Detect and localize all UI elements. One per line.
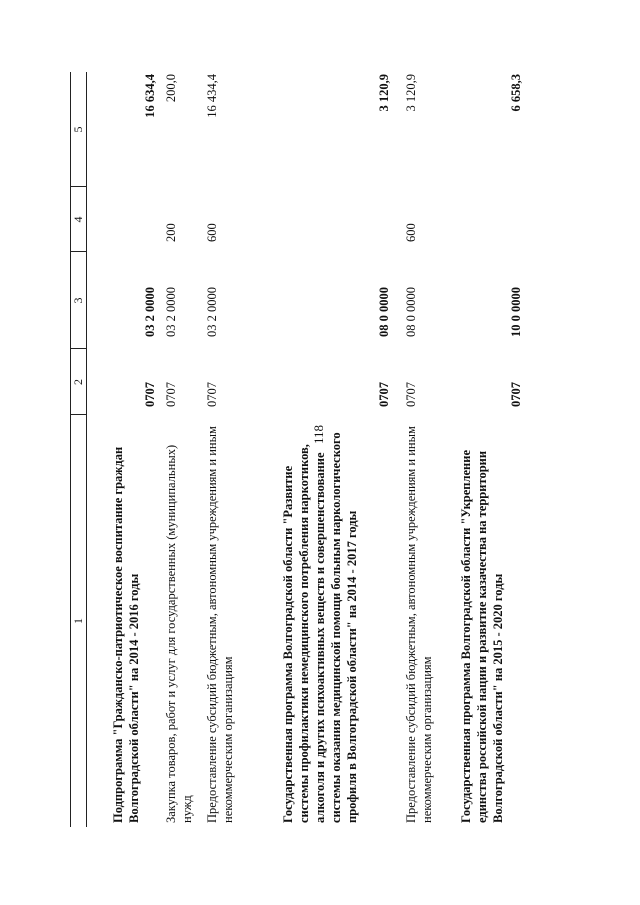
header-bottom-rule bbox=[86, 72, 87, 827]
row-amount: 6 658,3 bbox=[509, 74, 523, 112]
table-row bbox=[403, 72, 439, 827]
row-name: Подпрограмма "Гражданско-патриотическое воспитание граждан Волгоградской области" на 2014 - 2016 годы bbox=[111, 446, 141, 823]
row-section: 0707 bbox=[509, 382, 523, 407]
row-name: Предоставление субсидий бюджетным, автономным учреждениям и иным некоммерческим организациям bbox=[404, 426, 434, 823]
row-type: 600 bbox=[205, 223, 219, 242]
row-name: Предоставление субсидий бюджетным, автономным учреждениям и иным некоммерческим организациям bbox=[205, 426, 235, 823]
row-section: 0707 bbox=[205, 382, 219, 407]
row-amount: 16 634,4 bbox=[143, 74, 157, 118]
row-amount: 16 434,4 bbox=[205, 74, 219, 118]
column-number-1: 1 bbox=[71, 618, 85, 624]
column-number-2: 2 bbox=[71, 379, 85, 385]
row-type: 200 bbox=[164, 223, 178, 242]
row-name: Государственная программа Волгоградской области "Укрепление единства российской нации и развитие казачества на территории Волгоградской области" на 2015 - 2020 годы bbox=[459, 450, 505, 823]
column-number-3: 3 bbox=[71, 297, 85, 304]
row-target: 08 0 0000 bbox=[404, 287, 418, 337]
row-amount: 200,0 bbox=[164, 74, 178, 103]
table-row bbox=[458, 72, 523, 827]
row-section: 0707 bbox=[377, 382, 391, 407]
row-target: 03 2 0000 bbox=[205, 287, 219, 337]
row-target: 10 0 0000 bbox=[509, 287, 523, 337]
row-target: 03 2 0000 bbox=[143, 287, 157, 337]
page-number: 118 bbox=[311, 424, 326, 444]
row-target: 08 0 0000 bbox=[377, 287, 391, 337]
table-row bbox=[280, 72, 400, 827]
row-target: 03 2 0000 bbox=[164, 287, 178, 337]
row-name: Закупка товаров, работ и услуг для государственных (муниципальных) нужд bbox=[164, 444, 194, 823]
row-name: Государственная программа Волгоградской области "Развитие системы профилактики немедицинского потребления наркотиков, алкоголя и других психоактивных веществ и совершенствование системы оказания медицинской помощи больным наркологического профиля в Волгоградской области" на 2014 - 2017 годы bbox=[281, 432, 359, 823]
row-amount: 3 120,9 bbox=[404, 74, 418, 112]
row-amount: 3 120,9 bbox=[377, 74, 391, 112]
row-section: 0707 bbox=[143, 382, 157, 407]
row-section: 0707 bbox=[404, 382, 418, 407]
row-type: 600 bbox=[404, 223, 418, 242]
budget-table bbox=[70, 72, 590, 827]
row-section: 0707 bbox=[164, 382, 178, 407]
table-row bbox=[204, 72, 240, 827]
table-row bbox=[163, 72, 199, 827]
column-number-4: 4 bbox=[71, 216, 85, 223]
table-row bbox=[110, 72, 170, 827]
column-number-5: 5 bbox=[71, 126, 85, 133]
